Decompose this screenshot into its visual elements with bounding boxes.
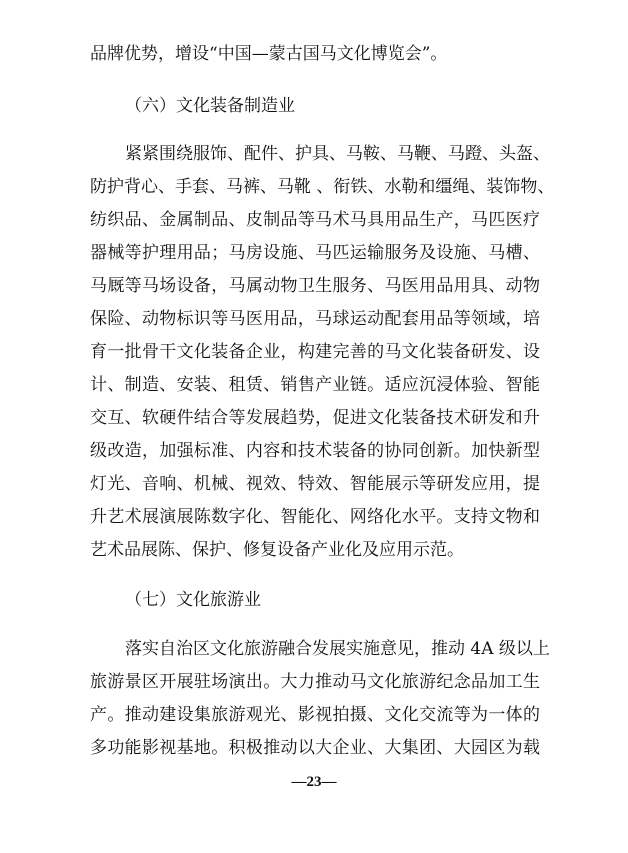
paragraph-line: 马厩等马场设备，马属动物卫生服务、马医用品用具、动物 (90, 276, 540, 296)
section-heading-7: （七）文化旅游业 (125, 590, 261, 610)
intro-line: 品牌优势，增设“中国—蒙古国马文化博览会”。 (90, 44, 448, 64)
page-number: —23— (291, 774, 337, 790)
paragraph-line: 育一批骨干文化装备企业，构建完善的马文化装备研发、设 (90, 342, 540, 362)
paragraph-line: 多功能影视基地。积极推动以大企业、大集团、大园区为载 (90, 738, 540, 758)
paragraph-line: 纺织品、金属制品、皮制品等马术马具用品生产，马匹医疗 (90, 210, 540, 230)
section-heading-6: （六）文化装备制造业 (125, 96, 295, 116)
paragraph-line: 升艺术展演展陈数字化、智能化、网络化水平。支持文物和 (90, 507, 540, 527)
paragraph-line: 紧紧围绕服饰、配件、护具、马鞍、马鞭、马蹬、头盔、 (125, 144, 550, 164)
paragraph-line: 计、制造、安装、租赁、销售产业链。适应沉浸体验、智能 (90, 375, 540, 395)
paragraph-line: 旅游景区开展驻场演出。大力推动马文化旅游纪念品加工生 (90, 672, 540, 692)
paragraph-line: 保险、动物标识等马医用品，马球运动配套用品等领域，培 (90, 309, 540, 329)
paragraph-line: 灯光、音响、机械、视效、特效、智能展示等研发应用，提 (90, 474, 540, 494)
paragraph-line: 产。推动建设集旅游观光、影视拍摄、文化交流等为一体的 (90, 705, 540, 725)
paragraph-line: 级改造，加强标准、内容和技术装备的协同创新。加快新型 (90, 441, 540, 461)
paragraph-line: 交互、软硬件结合等发展趋势，促进文化装备技术研发和升 (90, 408, 540, 428)
paragraph-line: 器械等护理用品；马房设施、马匹运输服务及设施、马槽、 (90, 243, 540, 263)
paragraph-line: 防护背心、手套、马裤、马靴 、衔铁、水勒和缰绳、装饰物、 (90, 177, 555, 197)
paragraph-line: 艺术品展陈、保护、修复设备产业化及应用示范。 (90, 540, 464, 560)
paragraph-line: 落实自治区文化旅游融合发展实施意见，推动 4A 级以上 (125, 639, 550, 659)
